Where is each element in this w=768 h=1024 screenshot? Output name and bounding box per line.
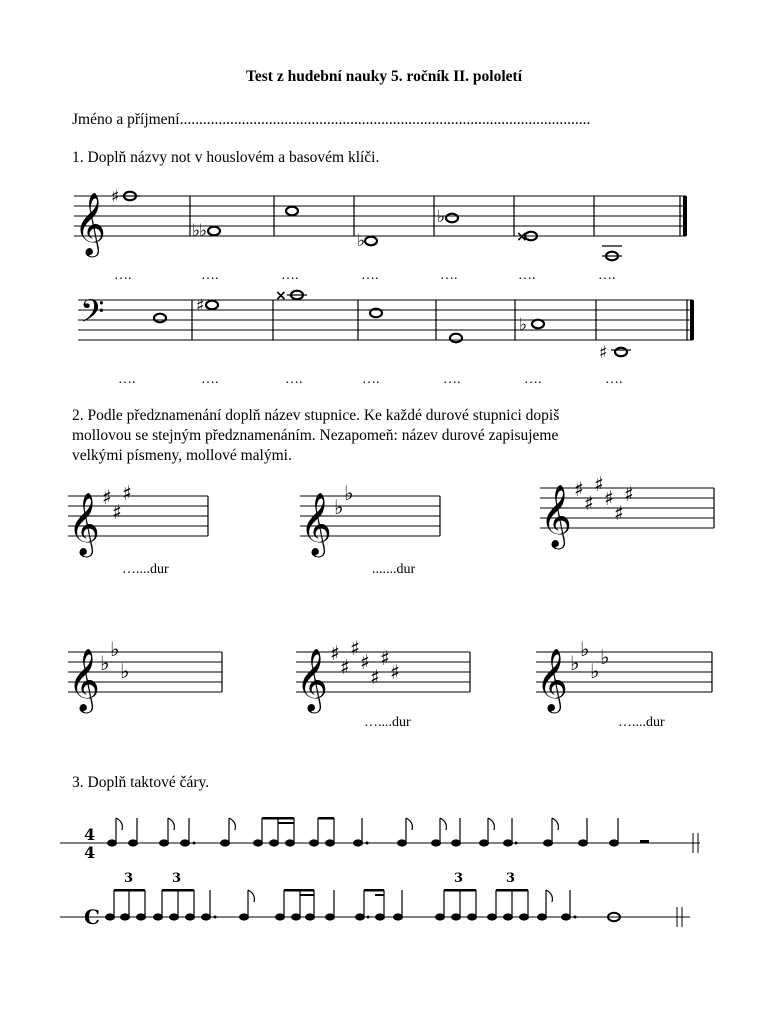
- svg-text:♯: ♯: [390, 660, 400, 684]
- svg-text:♯: ♯: [340, 655, 350, 679]
- bass-clef-icon: 𝄢: [80, 293, 105, 337]
- svg-text:♭: ♭: [100, 651, 110, 675]
- task2-line2: mollovou se stejným předznamenáním. Nezapomeň: název durové zapisujeme: [72, 427, 559, 444]
- treble-clef-icon: 𝄞: [296, 648, 328, 711]
- svg-text:♭: ♭: [192, 221, 201, 241]
- svg-text:♯: ♯: [380, 646, 390, 670]
- treble-clef-icon: 𝄞: [300, 492, 332, 555]
- svg-text:♭: ♭: [334, 495, 344, 519]
- svg-text:♭: ♭: [600, 645, 610, 669]
- svg-text:♭: ♭: [199, 221, 208, 241]
- svg-text:♯: ♯: [614, 501, 624, 525]
- svg-text:♭: ♭: [110, 637, 120, 661]
- answer-blank[interactable]: ….: [518, 268, 536, 283]
- svg-text:♯: ♯: [112, 500, 122, 524]
- answer-blank[interactable]: ….: [443, 372, 461, 387]
- svg-text:♯: ♯: [102, 485, 112, 509]
- answer-blank[interactable]: ….: [598, 268, 616, 283]
- task2-line1: 2. Podle předznamenání doplň název stupnice. Ke každé durové stupnici dopiš: [72, 407, 560, 424]
- treble-clef-icon: 𝄞: [536, 648, 568, 711]
- name-field-line[interactable]: Jméno a příjmení..........................................................................................................: [72, 111, 591, 128]
- treble-clef-icon: 𝄞: [74, 192, 106, 255]
- scale-answer-d[interactable]: …....dur: [618, 715, 665, 730]
- svg-text:♭: ♭: [437, 207, 446, 227]
- treble-clef-icon: 𝄞: [540, 484, 572, 547]
- svg-text:♭: ♭: [344, 481, 354, 505]
- answer-blank[interactable]: ….: [285, 372, 303, 387]
- svg-text:♯: ♯: [122, 481, 132, 505]
- svg-text:♭: ♭: [120, 659, 130, 683]
- common-time-icon: C: [84, 905, 100, 929]
- svg-text:×: ×: [516, 229, 528, 245]
- triplet-label: 3: [506, 871, 516, 886]
- answer-blank[interactable]: ….: [118, 372, 136, 387]
- svg-text:♯: ♯: [370, 665, 380, 689]
- answer-blank[interactable]: ….: [524, 372, 542, 387]
- triplet-label: 3: [454, 871, 464, 886]
- svg-text:♯: ♯: [196, 296, 205, 316]
- svg-text:♯: ♯: [330, 641, 340, 665]
- triplet-label: 3: [124, 871, 134, 886]
- answer-blank[interactable]: ….: [605, 372, 623, 387]
- scale-answer-a[interactable]: …....dur: [122, 562, 169, 577]
- svg-text:♯: ♯: [604, 486, 614, 510]
- scale-answer-b[interactable]: .......dur: [372, 562, 416, 577]
- svg-text:♯: ♯: [574, 477, 584, 501]
- task3-heading: 3. Doplň taktové čáry.: [72, 774, 210, 791]
- svg-text:♭: ♭: [519, 315, 528, 335]
- answer-blank[interactable]: ….: [361, 268, 379, 283]
- triplet-label: 3: [172, 871, 182, 886]
- scale-answer-c[interactable]: …....dur: [364, 715, 411, 730]
- svg-text:♯: ♯: [360, 650, 370, 674]
- svg-text:♭: ♭: [357, 231, 366, 251]
- time-signature-top: 4: [84, 825, 96, 844]
- answer-blank[interactable]: ….: [201, 268, 219, 283]
- answer-blank[interactable]: ….: [440, 268, 458, 283]
- svg-text:×: ×: [275, 288, 287, 304]
- page-title: Test z hudební nauky 5. ročník II. pololetí: [245, 68, 523, 85]
- treble-clef-icon: 𝄞: [68, 492, 100, 555]
- svg-text:♯: ♯: [624, 482, 634, 506]
- answer-blank[interactable]: ….: [281, 268, 299, 283]
- answer-blank[interactable]: ….: [201, 372, 219, 387]
- task2-line3: velkými písmeny, mollové malými.: [72, 447, 292, 464]
- svg-text:♭: ♭: [580, 637, 590, 661]
- svg-text:♯: ♯: [350, 636, 360, 660]
- answer-blank[interactable]: ….: [114, 268, 132, 283]
- treble-clef-icon: 𝄞: [68, 648, 100, 711]
- svg-text:♯: ♯: [584, 491, 594, 515]
- svg-text:♯: ♯: [599, 343, 608, 363]
- answer-blank[interactable]: ….: [362, 372, 380, 387]
- svg-text:♯: ♯: [594, 472, 604, 496]
- svg-text:♭: ♭: [570, 651, 580, 675]
- svg-text:♭: ♭: [590, 659, 600, 683]
- task1-heading: 1. Doplň názvy not v houslovém a basovém klíči.: [72, 149, 380, 166]
- svg-text:♯: ♯: [111, 187, 120, 207]
- time-signature-bottom: 4: [84, 843, 96, 862]
